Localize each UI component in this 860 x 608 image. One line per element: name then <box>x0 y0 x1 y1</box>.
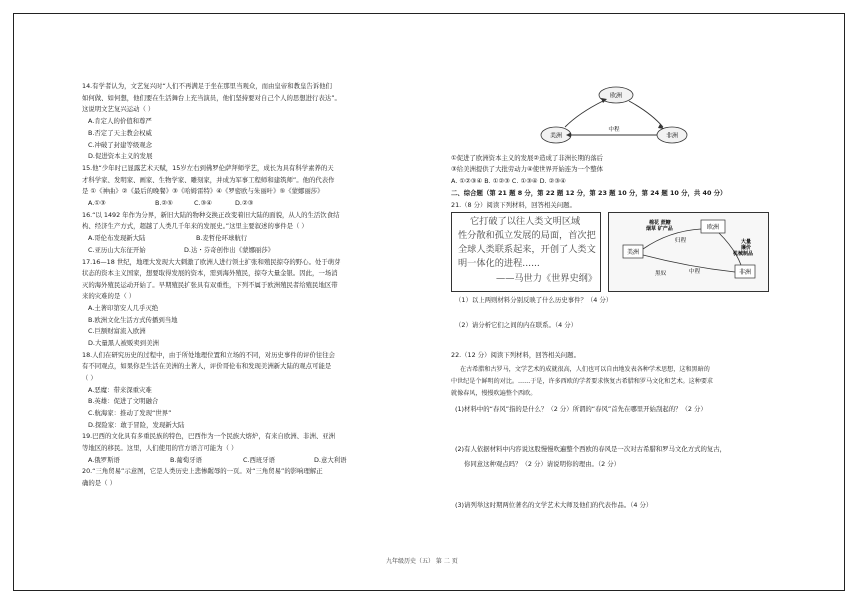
q18-stem-line-2: 有不同观点，如果你是生活在美洲的土著人，评价哥伦布和发现美洲新大陆的观点可能是 <box>82 362 332 370</box>
q16-option-b[interactable]: B.麦哲伦环球航行 <box>196 234 248 242</box>
q17-option-a[interactable]: A.土著印第安人几乎灭绝 <box>88 304 159 312</box>
q14-option-b[interactable]: B.否定了天主教会权威 <box>88 129 152 137</box>
q22-sub1: (1)材料中的“春风”指的是什么？（2 分）所谓的“春风”首先在哪里开始刮起的？（2 分） <box>455 405 707 413</box>
q15-option-d[interactable]: D.②③ <box>235 199 254 207</box>
q18-option-d[interactable]: D.探险家：敢于冒险，发现新大陆 <box>88 421 185 429</box>
q21-intro: 21.（8 分）阅读下列材料，回答相关问题。 <box>451 201 576 209</box>
q18-option-c[interactable]: C.航海家：推动了发现“世界” <box>88 409 172 417</box>
q16-option-d[interactable]: D.达・芬奇创作出《蒙娜丽莎》 <box>184 246 275 254</box>
q18-stem-line-3: （ ） <box>82 374 97 382</box>
q21-sub1: （1）以上两则材料分别反映了什么历史事件？（4 分） <box>455 296 613 304</box>
q22-sub2-line-2: 你同意这种观点吗？（2 分）请说明你的理由。（2 分） <box>464 460 620 468</box>
trade-route-svg <box>609 213 770 293</box>
route-outbound <box>719 233 741 265</box>
q15-stem-line-3: 是 ①《神曲》②《最后的晚餐》③《哈姆雷特》④《罗密欧与朱丽叶》⑤《蒙娜丽莎》 <box>82 187 324 195</box>
quote-line-3: 全球人类联系起来，开创了人类文 <box>458 244 596 255</box>
page-footer: 九年级历史（五） 第 二 页 <box>386 558 458 565</box>
q16-stem-line-1: 16.“以 1492 年作为分界，新旧大陆的物种交换正改变着旧大陆的面貌，从人的生活饮食结 <box>82 211 340 219</box>
products-line-1: 大量 <box>741 239 752 245</box>
q14-option-a[interactable]: A.肯定人的价值和尊严 <box>88 117 152 125</box>
q21-materials <box>451 212 769 294</box>
q14-stem-line-3: 这说明文艺复兴运动（ ） <box>82 105 155 113</box>
q17-option-d[interactable]: D.大量黑人被贩卖到美洲 <box>88 339 159 347</box>
q20-options[interactable]: A. ①②③④ B. ①②③ C. ①③④ D. ②③④ <box>451 177 566 185</box>
q19-option-c[interactable]: C.西班牙语 <box>243 456 276 464</box>
goods-line-2: 烟草 矿产品 <box>646 226 673 232</box>
q20-stem-line-1: 20.“三角贸易”示意图，它是人类历史上悲惨龌辱的一页。对“三角贸易”的影响理解正 <box>82 467 323 475</box>
q19-option-b[interactable]: B.葡萄牙语 <box>170 456 202 464</box>
quote-box <box>451 212 601 292</box>
fig1-label-europe: 欧洲 <box>609 92 623 100</box>
q14-option-d[interactable]: D.促进资本主义的发展 <box>88 152 153 160</box>
q22-material-line-2: 中世纪是个鲜明的对比。……于是，许多西欧的学者要求恢复古希腊和罗马文化和艺术。这种要求 <box>451 378 714 385</box>
q22-material-line-3: 就像春风，慢慢吹遍整个西欧。 <box>451 390 537 397</box>
q22-intro: 22.（12 分）阅读下列材料，回答相关问题。 <box>451 351 580 359</box>
quote-line-1: 它打破了以往人类文明区域 <box>470 216 581 227</box>
quote-source: ——马世力《世界史纲》 <box>496 273 598 284</box>
q21-sub2: （2）请分析它们之间的内在联系。（4 分） <box>455 321 577 329</box>
q20-statement-line-1: ①促进了欧洲资本主义的发展②造成了非洲长期的落后 <box>451 154 604 162</box>
q15-option-a[interactable]: A.①③ <box>88 199 106 207</box>
q20-stem-line-2: 确的是（ ） <box>82 479 116 487</box>
diagram-label-middle: 中程 <box>689 269 701 275</box>
q17-option-c[interactable]: C.巨额财富流入欧洲 <box>88 327 146 335</box>
products-line-2: 廉价 <box>741 245 752 251</box>
arrow-europe-africa <box>629 101 663 127</box>
q15-option-c[interactable]: C.③④ <box>194 199 212 207</box>
q19-option-a[interactable]: A.俄罗斯语 <box>88 456 120 464</box>
q22-sub3: (3)请列举这时期两位著名的文学艺术大师及他们的代表作品。（4 分） <box>455 501 653 509</box>
q19-option-d[interactable]: D.意大利语 <box>314 456 347 464</box>
triangular-trade-diagram <box>539 85 689 158</box>
q18-option-a[interactable]: A.恶魔：带来深重灾难 <box>88 386 152 394</box>
quote-line-4: 明一体化的进程...... <box>458 258 540 269</box>
diagram-label-europe: 欧洲 <box>706 224 720 231</box>
q15-stem-line-2: 才科学家、发明家、画家、生物学家、雕刻家，并成为军事工程师和建筑师”。他的代表作 <box>82 176 335 184</box>
q19-stem-line-2: 等地区的移民。这里，人们使用的官方语言可能为（ ） <box>82 444 238 452</box>
q22-material-line-1: 在古希腊和古罗马，文学艺术的成就很高，人们也可以自由地发表各种学术思想，这和黑暗的 <box>460 366 710 373</box>
q16-stem-line-2: 构、经济生产方式，超越了人类几千年来的发展史。”这里主要叙述的事件是（ ） <box>82 222 308 230</box>
goods-line-1: 棉花 蔗糖 <box>649 220 671 226</box>
fig1-label-america: 美洲 <box>549 132 563 140</box>
q16-option-a[interactable]: A.哥伦布发现新大陆 <box>88 234 146 242</box>
q18-option-b[interactable]: B.英雄：促进了文明融合 <box>88 397 159 405</box>
diagram-label-return: 归程 <box>675 238 687 244</box>
arrow-europe-america <box>565 101 603 127</box>
route-return <box>643 229 701 249</box>
q14-option-c[interactable]: C.冲破了封建等级观念 <box>88 141 153 149</box>
diagram-label-goods <box>645 219 673 232</box>
q19-stem-line-1: 19.巴西的文化具有多重民族的特色，巴西作为一个民族大熔炉，有来自欧洲、非洲、亚洲 <box>82 432 336 440</box>
trade-route-diagram <box>608 212 769 292</box>
q14-stem-line-1: 14.有学者认为，文艺复兴时“人们不再满足于坐在那里当观众，而由皇帝和教皇告诉他们 <box>82 82 332 90</box>
diagram-label-america: 美洲 <box>626 249 640 256</box>
q16-option-c[interactable]: C.亚历山大东征开始 <box>88 246 146 254</box>
products-line-3: 机械制品 <box>733 251 754 257</box>
q17-option-b[interactable]: B.欧洲文化生活方式传播到当地 <box>88 316 178 324</box>
q17-stem-line-1: 17.16—18 世纪，地理大发现大大刺激了欧洲人进行领土扩张和殖民掠夺的野心。处于萌芽 <box>82 258 341 266</box>
quote-line-2: 性分散和孤立发展的局面，首次把 <box>458 230 596 241</box>
q17-stem-line-2: 状态的资本主义国家，想要取得发展的资本，需到海外殖民，掠夺大量金银。因此，一场消 <box>82 269 338 277</box>
diagram-label-slaves: 黑奴 <box>655 271 667 277</box>
diagram-label-africa: 非洲 <box>738 269 752 276</box>
q18-stem-line-1: 18.人们在研究历史的过程中，由于所处地理位置和立场的不同，对历史事件的评价往往会 <box>82 351 336 359</box>
q20-statement-line-2: ③给美洲提供了大批劳动力④使世界开始连为一个整体 <box>451 165 604 173</box>
fig1-label-africa: 非洲 <box>665 132 679 140</box>
diagram-label-products <box>733 238 753 257</box>
q17-stem-line-3: 灭的海外殖民运动开始了。早期殖民扩张具有双重性，下列不属于欧洲殖民者给殖民地区带 <box>82 281 338 289</box>
q15-stem-line-1: 15.他“少年时已显露艺术天赋，15岁左右到佛罗伦萨拜师学艺，成长为具有科学素养的天 <box>82 164 334 172</box>
q15-option-b[interactable]: B.②⑤ <box>155 199 173 207</box>
fig1-label-middle: 中程 <box>608 127 620 133</box>
section-2-heading: 二、综合题（第 21 题 8 分，第 22 题 12 分，第 23 题 10 分，第 24 题 10 分，共 40 分） <box>451 189 727 197</box>
q17-stem-line-4: 来的灾难的是（ ） <box>82 292 136 300</box>
q22-sub2-line-1: (2)有人依据材料中内容说这股慢慢吹遍整个西欧的春风是一次对古希腊和罗马文化方式的复古， <box>455 445 727 453</box>
q14-stem-line-2: 如何做、如何想，他们要在生活舞台上充当演员，他们坚持要对自己个人的思想进行表达”。 <box>82 94 341 102</box>
